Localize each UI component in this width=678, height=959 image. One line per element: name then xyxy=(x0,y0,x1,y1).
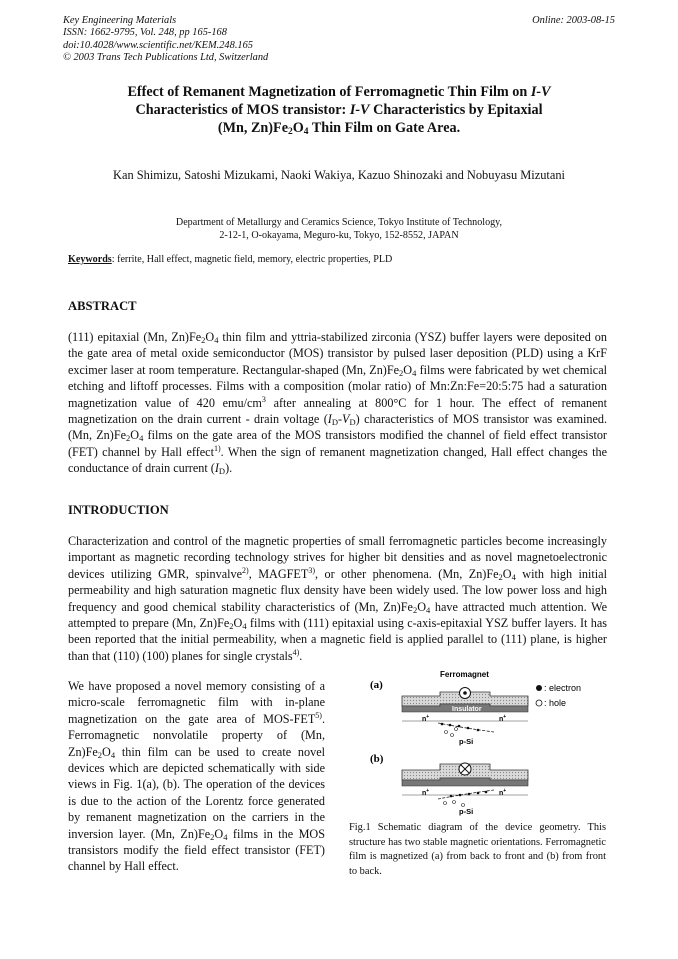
paper-title xyxy=(64,83,614,137)
title-subscript: 4 xyxy=(303,127,309,137)
magnetization-dot-icon xyxy=(463,691,467,695)
title-text: O xyxy=(292,120,304,136)
title-text: Effect of Remanent Magnetization of Ferromagnetic Thin Film on xyxy=(127,84,531,100)
doi-line: doi:10.4028/www.scientific.net/KEM.248.165 xyxy=(63,39,253,51)
abstract-text: (111) epitaxial (Mn, $Zn)Fe_2O_4$ thin film and yttria-stabilized zirconia (YSZ) buffer layers were deposited on the gate area of metal oxide semiconductor (MOS) transistor by pulsed laser deposition (PLD) using a KrF excimer laser at room temperature. Rectangular-shaped (Mn, $Zn)Fe_2O_4$ films were fabricated by wet chemical etching and liftoff processes. Films with a composition (molar ratio) of Mn:Zn:Fe=20:5:75 had a saturation magnetization value of 420 emu/$cm^3$ after annealing at 800°C for 1 hour. The effect of remanent magnetization on the drain current - drain voltage $(I_D-V_D)$ characteristics of MOS transistor was examined. (Mn, $Zn)Fe_2O_4$ films on the gate area of the MOS transistors modified the channel of field effect transistor (FET) channel by Hall effect$^{1)}$. When the sign of remanent magnetization changed, Hall effect changes the conductance of drain current $(I_D)$. xyxy=(68,330,608,477)
affiliation xyxy=(64,216,614,243)
keywords xyxy=(68,254,613,265)
title-text: Characteristics by Epitaxial xyxy=(369,102,543,118)
holes-group-b xyxy=(444,801,465,807)
keywords-label: Keywords xyxy=(68,254,112,265)
abstract-heading: ABSTRACT xyxy=(68,299,137,313)
figure-1-device-schematic xyxy=(346,666,608,816)
copyright-line: © 2003 Trans Tech Publications Ltd, Switzerland xyxy=(63,52,269,64)
panel-b-label: (b) xyxy=(370,753,384,765)
legend-electron: : electron xyxy=(544,683,582,693)
online-date: Online: 2003-08-15 xyxy=(532,15,615,26)
holes-group xyxy=(445,728,458,737)
insulator-label: Insulator xyxy=(452,706,482,713)
title-subscript: 2 xyxy=(288,127,293,137)
title-italic: I-V xyxy=(349,102,370,118)
title-text: (Mn, Zn)Fe xyxy=(217,120,288,136)
title-text: Thin Film on Gate Area. xyxy=(308,120,461,136)
legend-hole: : hole xyxy=(544,698,567,708)
ferromagnet-label: Ferromagnet xyxy=(440,670,489,679)
title-text: Characteristics of MOS transistor: xyxy=(135,102,350,118)
drain-n-plus-label: n+ xyxy=(499,714,507,723)
electrons-group xyxy=(441,723,480,732)
drain-n-plus-label-b: n+ xyxy=(499,788,507,797)
source-n-plus-label-b: n+ xyxy=(422,788,430,797)
authors: Kan Shimizu, Satoshi Mizukami, Naoki Wakiya, Kazuo Shinozaki and Nobuyasu Mizutani xyxy=(113,168,565,182)
p-si-label-a: p-Si xyxy=(459,737,474,746)
introduction-heading: INTRODUCTION xyxy=(68,503,169,517)
panel-a-label: (a) xyxy=(370,679,383,691)
journal-name: Key Engineering Materials xyxy=(63,15,177,26)
journal-header xyxy=(63,15,615,65)
keywords-text: : ferrite, Hall effect, magnetic field, memory, electric properties, PLD xyxy=(111,254,393,265)
hole-legend-icon xyxy=(536,700,542,706)
figure-1-caption: Fig.1 Schematic diagram of the device geometry. This structure has two stable magnetic orientations. Ferromagnetic film is magnetized (a) from back to front and (b) from front to back. xyxy=(349,822,606,877)
affiliation-line: 2-12-1, O-okayama, Meguro-ku, Tokyo, 152-8552, JAPAN xyxy=(219,230,459,242)
issn-line: ISSN: 1662-9795, Vol. 248, pp 165-168 xyxy=(63,27,227,39)
figure-panel-a xyxy=(370,670,581,746)
introduction-paragraph-2: We have proposed a novel memory consisting of a micro-scale ferromagnetic film with in-plane magnetization on the gate area of MOS-FET$^{5)}$. Ferromagnetic nonvolatile property of (Mn, $Zn)Fe_2O_4$ thin film can be used to create novel devices which are depicted schematically with side views in Fig. 1(a), (b). The operation of the devices is due to the action of the Lorentz force generated by remanent magnetization on the carriers in the inversion layer. (Mn, $Zn)Fe_2O_4$ films in the MOS transistors modify the field effect transistor (FET) channel by Hall effect. xyxy=(68,679,325,874)
introduction-paragraph-1: Characterization and control of the magnetic properties of small ferromagnetic particles become increasingly important as magnetic recording technology strives for higher bit densities and as novel magnetoelectronic devices utilizing GMR, spinvalve$^{2)}$, MAGFET$^{3)}$, or other phenomena. (Mn, $Zn)Fe_2O_4$ with high initial permeability and high saturation magnetic flux density have been widely used. The low power loss and high frequency and good chemical stability characteristics of (Mn, $Zn)Fe_2O_4$ have attracted much attention. We attempted to prepare (Mn, $Zn)Fe_2O_4$ films with (111) epitaxial using c-axis-epitaxial YSZ buffer layers. It has been reported that the initial permeability, when a magnetic field is applied parallel to (111) plane, is higher than that (110) (100) planes for single crystals$^{4)}$. xyxy=(68,534,608,663)
source-n-plus-label: n+ xyxy=(422,714,430,723)
title-italic: I-V xyxy=(530,84,551,100)
electron-legend-icon xyxy=(536,685,542,691)
affiliation-line: Department of Metallurgy and Ceramics Science, Tokyo Institute of Technology, xyxy=(175,217,503,228)
p-si-label-b: p-Si xyxy=(459,807,474,816)
electrons-group-b xyxy=(450,791,488,798)
figure-panel-b xyxy=(370,753,528,816)
